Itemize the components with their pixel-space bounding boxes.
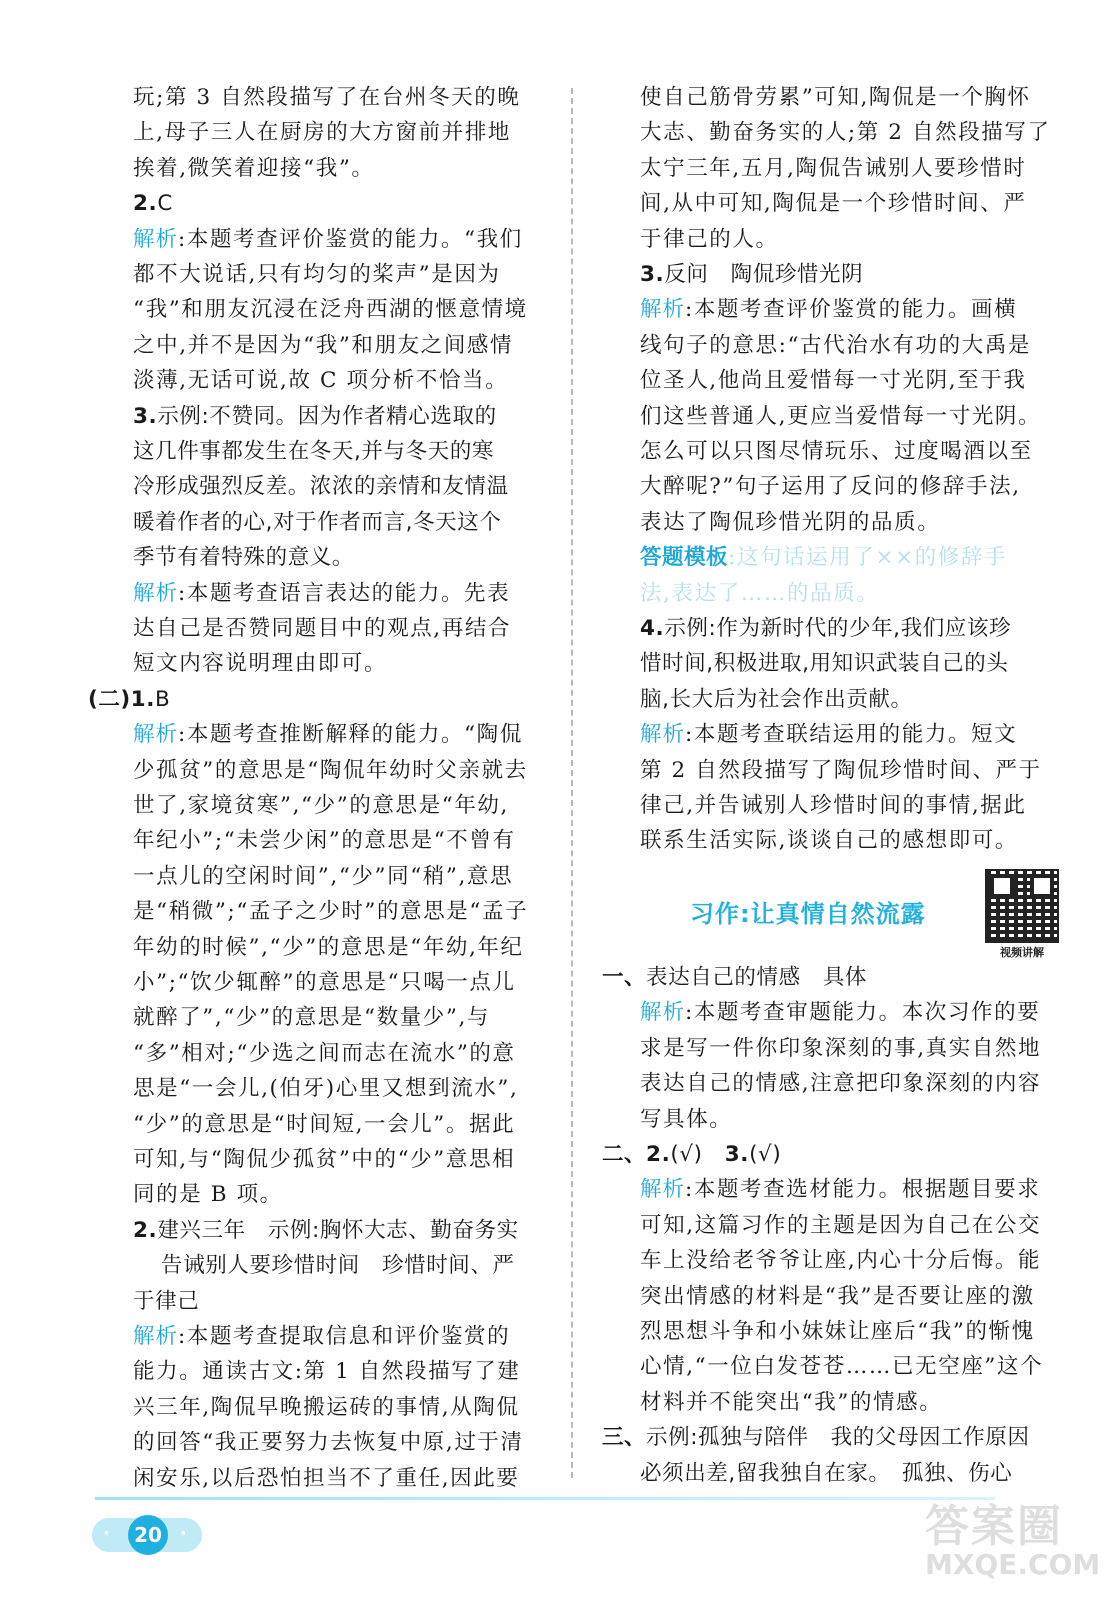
text-line: [640, 1172, 1040, 1207]
line-text: 律己,并告诫别人珍惜时间的事情,据此: [640, 793, 1027, 818]
question-number: 2.: [133, 1217, 158, 1243]
line-text: 世了,家境贫寒”,“少”的意思是“年幼,: [133, 793, 509, 818]
line-text: 就醉了”,“少”的意思是“数量少”,与: [133, 1005, 491, 1031]
line-text: :本题考查选材能力。根据题目要求: [685, 1177, 1041, 1203]
watermark-line1: 答案圈: [925, 1501, 1063, 1552]
text-line: [640, 151, 1026, 186]
question-number: 3.: [724, 1142, 750, 1167]
line-text: C: [157, 191, 173, 217]
line-text: 材料并不能突出“我”的情感。: [640, 1389, 943, 1415]
text-line: [133, 328, 513, 363]
line-text: 可知,这篇习作的主题是因为自己在公交: [640, 1212, 1042, 1238]
line-text: 年幼的时候”,“少”的意思是“年幼,年纪: [133, 934, 524, 960]
text-line: [602, 1137, 781, 1172]
text-line: [133, 930, 524, 965]
line-text: 上,母子三人在厨房的大方窗前并排地: [133, 120, 512, 146]
line-text: 季节有着特殊的意义。: [133, 545, 355, 571]
text-line: [640, 1279, 1035, 1314]
line-text: 于律己的人。: [640, 226, 779, 252]
text-line: [640, 328, 1031, 363]
line-text: (√): [670, 1142, 725, 1167]
line-text: 都不大说话,只有均匀的桨声”是因为: [133, 262, 501, 287]
analysis-tag: 解析: [133, 226, 179, 252]
text-line: [640, 257, 863, 292]
line-text: 可知,与“陶侃少孤贫”中的“少”意思相: [133, 1147, 516, 1172]
analysis-tag: 解析: [133, 580, 179, 606]
text-line: [133, 80, 521, 115]
line-text: 一点儿的空闲时间”,“少”同“稍”,意思: [133, 863, 514, 889]
line-text: :本题考查推断解释的能力。“陶侃: [178, 722, 523, 748]
text-line: [133, 823, 516, 858]
text-line: [640, 753, 1042, 788]
page-number: 20: [128, 1515, 168, 1555]
analysis-tag: 解析: [640, 1177, 686, 1203]
text-line: [88, 682, 170, 717]
text-line: [640, 1385, 942, 1420]
line-text: 冷形成强烈反差。浓浓的亲情和友情温: [133, 474, 509, 500]
text-line: [133, 363, 508, 398]
line-text: 必须出差,留我独自在家。 孤独、伤心: [640, 1460, 1013, 1486]
text-line: [133, 1142, 515, 1177]
line-text: 烈思想斗争和小妹妹让座后“我”的惭愧: [640, 1319, 1035, 1344]
line-text: 告诫别人要珍惜时间 珍惜时间、严: [161, 1253, 515, 1279]
line-text: 太宁三年,五月,陶侃告诫别人要珍惜时: [640, 155, 1027, 181]
text-line: [640, 1066, 1041, 1101]
analysis-tag: 解析: [133, 722, 179, 748]
text-line: [640, 995, 1040, 1030]
text-line: [133, 505, 501, 540]
text-line: [133, 965, 516, 1000]
line-text: :本题考查提取信息和评价鉴赏的: [178, 1324, 511, 1349]
text-line: [640, 682, 913, 717]
question-number: 2.: [646, 1142, 671, 1167]
text-line: [133, 1319, 510, 1354]
analysis-tag: 解析: [640, 1000, 686, 1026]
line-text: 表达自己的情感,注意把印象深刻的内容: [640, 1071, 1042, 1097]
text-line: [640, 399, 1041, 434]
text-line: [133, 1036, 516, 1071]
text-line: [640, 646, 1008, 681]
text-line: [640, 717, 1017, 752]
line-text: 达自己是否赞同题目中的观点,再结合: [133, 616, 512, 641]
text-line: [640, 80, 1031, 115]
line-text: 挨着,微笑着迎接“我”。: [133, 155, 375, 181]
text-line: [133, 540, 354, 575]
line-text: 位圣人,他尚且爱惜每一寸光阴,至于我: [640, 368, 1027, 394]
text-line: [640, 1208, 1041, 1243]
line-text: 法,表达了……的品质。: [640, 580, 880, 606]
badge-left-decor: ·: [103, 1523, 110, 1544]
analysis-tag: 解析: [640, 297, 686, 323]
text-line: [133, 186, 173, 221]
question-number: 4.: [640, 616, 665, 641]
text-line: [133, 1354, 521, 1389]
line-text: “多”相对;“少选之间而志在流水”的意: [133, 1040, 516, 1066]
line-text: :本题考查评价鉴赏的能力。画横: [685, 297, 1018, 323]
section-heading: [690, 894, 960, 934]
line-text: (√): [749, 1142, 782, 1167]
text-line: [133, 576, 510, 611]
text-line: [640, 222, 779, 257]
analysis-tag: 解析: [133, 1324, 179, 1349]
question-number: 3.: [133, 403, 158, 429]
line-text: 突出情感的材料是“我”是否要让座的激: [640, 1283, 1035, 1309]
question-number: 2.: [133, 191, 158, 217]
text-line: [133, 115, 511, 150]
line-text: 示例:孤独与陪伴 我的父母因工作原因: [646, 1425, 1030, 1451]
line-text: 年纪小”;“未尝少闲”的意思是“不曾有: [133, 828, 516, 854]
text-line: [133, 399, 497, 434]
text-line: [133, 434, 494, 469]
line-text: 大志、勤奋务实的人;第 2 自然段描写了: [640, 120, 1051, 146]
text-line: [133, 1284, 199, 1319]
line-text: 闲安乐,以后恐怕担当不了重任,因此要: [133, 1465, 520, 1491]
question-number: 1.: [130, 686, 155, 712]
text-line: [133, 717, 523, 752]
line-text: B: [154, 686, 171, 712]
question-number: 3.: [640, 262, 665, 287]
text-line: [640, 1102, 732, 1137]
footer-rule: [95, 1497, 995, 1500]
template-tag: 答题模板: [640, 545, 729, 571]
line-text: 同的是 B 项。: [133, 1182, 283, 1208]
line-text: :本题考查审题能力。本次习作的要: [685, 1000, 1041, 1026]
line-text: 写具体。: [640, 1106, 733, 1132]
text-line: [133, 1213, 519, 1248]
line-text: 暖着作者的心,对于作者而言,冬天这个: [133, 509, 502, 535]
text-line: [640, 1349, 1043, 1384]
line-text: 怎么可以只图尽情玩乐、过度喝酒以至: [640, 439, 1033, 464]
text-line: [133, 611, 511, 646]
line-text: 示例:不赞同。因为作者精心选取的: [157, 403, 497, 429]
text-line: [133, 788, 509, 823]
text-line: [133, 292, 528, 327]
line-text: 少孤贫”的意思是“陶侃年幼时父亲就去: [133, 757, 528, 783]
line-text: 反问 陶侃珍惜光阴: [664, 262, 864, 287]
text-line: [161, 1248, 515, 1283]
text-line: [133, 257, 501, 292]
qr-caption: 视频讲解: [1000, 946, 1044, 959]
text-line: [640, 1314, 1035, 1349]
text-line: [133, 753, 528, 788]
text-line: [133, 1107, 515, 1142]
line-text: “我”和朋友沉浸在泛舟西湖的惬意情境: [133, 297, 528, 323]
line-text: 惜时间,积极进取,用知识武装自己的头: [640, 651, 1009, 677]
section-marker: 三、: [602, 1425, 647, 1451]
section-marker: 二、: [602, 1142, 647, 1167]
text-line: [133, 151, 375, 186]
text-line: [640, 115, 1051, 150]
text-line: [640, 1243, 1041, 1278]
line-text: 建兴三年 示例:胸怀大志、勤奋务实: [157, 1217, 519, 1243]
line-text: 使自己筋骨劳累”可知,陶侃是一个胸怀: [640, 85, 1031, 110]
line-text: :这句话运用了××的修辞手: [728, 545, 1008, 571]
line-text: :本题考查联结运用的能力。短文: [685, 722, 1018, 748]
line-text: 是“稍微”;“孟子之少时”的意思是“孟子: [133, 899, 529, 925]
line-text: 玩;第 3 自然段描写了在台州冬天的晚: [133, 85, 521, 110]
text-line: [602, 960, 867, 995]
line-text: :本题考查语言表达的能力。先表: [178, 580, 511, 606]
line-text: 于律己: [133, 1288, 200, 1314]
watermark-line2: MXQE.COM: [925, 1548, 1101, 1581]
text-line: [133, 1425, 524, 1460]
line-text: 车上没给老爷爷让座,内心十分后悔。能: [640, 1248, 1042, 1274]
line-text: 间,从中可知,陶侃是一个珍惜时间、严: [640, 191, 1027, 217]
line-text: 淡薄,无话可说,故 C 项分析不恰当。: [133, 368, 509, 394]
text-line: [640, 363, 1026, 398]
line-text: 线句子的意思:“古代治水有功的大禹是: [640, 332, 1032, 358]
text-line: [133, 1177, 283, 1212]
line-text: 表达自己的情感 具体: [646, 965, 868, 990]
line-text: 兴三年,陶侃早晚搬运砖的事情,从陶侃: [133, 1394, 520, 1420]
line-text: 们这些普通人,更应当爱惜每一寸光阴。: [640, 403, 1042, 429]
line-text: 这几件事都发生在冬天,并与冬天的寒: [133, 439, 495, 464]
line-text: 求是写一件你印象深刻的事,真实自然地: [640, 1035, 1042, 1061]
text-line: [133, 1461, 519, 1496]
line-text: 之中,并不是因为“我”和朋友之间感情: [133, 332, 514, 358]
watermark: [925, 1490, 1101, 1590]
line-text: 能力。通读古文:第 1 自然段描写了建: [133, 1359, 521, 1385]
line-text: 大醉呢?”句子运用了反问的修辞手法,: [640, 474, 1021, 500]
text-line: [640, 434, 1033, 469]
text-line: [133, 469, 509, 504]
text-line: [640, 576, 879, 611]
section-marker: (二): [88, 686, 131, 712]
line-text: 短文内容说明理由即可。: [133, 651, 388, 677]
text-line: [133, 1390, 519, 1425]
text-line: [133, 894, 528, 929]
line-text: 思是“一会儿,(伯牙)心里又想到流水”,: [133, 1076, 519, 1102]
text-line: [133, 1071, 518, 1106]
line-text: 的回答“我正要努力去恢复中原,过于清: [133, 1430, 524, 1456]
text-line: [640, 505, 940, 540]
text-line: [640, 1456, 1012, 1491]
line-text: 脑,长大后为社会作出贡献。: [640, 686, 913, 712]
text-line: [133, 859, 513, 894]
analysis-tag: 解析: [640, 722, 686, 748]
line-text: 表达了陶侃珍惜光阴的品质。: [640, 509, 941, 535]
text-line: [640, 469, 1021, 504]
text-line: [640, 540, 1007, 575]
text-line: [640, 823, 1018, 858]
line-text: 心情,“一位白发苍苍……已无空座”这个: [640, 1354, 1044, 1380]
badge-right-decor: ·: [180, 1523, 187, 1544]
section-heading-text: 习作:让真情自然流露: [690, 900, 926, 928]
text-line: [640, 788, 1026, 823]
line-text: 小”;“饮少辄醉”的意思是“只喝一点儿: [133, 970, 516, 995]
text-line: [602, 1420, 1030, 1455]
text-line: [133, 646, 387, 681]
text-line: [133, 1000, 490, 1035]
line-text: 示例:作为新时代的少年,我们应该珍: [664, 616, 1012, 641]
section-marker: 一、: [602, 965, 647, 990]
line-text: “少”的意思是“时间短,一会儿”。据此: [133, 1111, 516, 1137]
text-line: [640, 1031, 1041, 1066]
text-line: [640, 186, 1026, 221]
line-text: 第 2 自然段描写了陶侃珍惜时间、严于: [640, 757, 1042, 783]
text-line: [133, 222, 523, 257]
qr-code-icon[interactable]: [985, 869, 1059, 943]
column-divider: [571, 88, 573, 1478]
line-text: :本题考查评价鉴赏的能力。“我们: [178, 226, 523, 252]
text-line: [640, 292, 1017, 327]
text-line: [640, 611, 1011, 646]
line-text: 联系生活实际,谈谈自己的感想即可。: [640, 828, 1019, 854]
